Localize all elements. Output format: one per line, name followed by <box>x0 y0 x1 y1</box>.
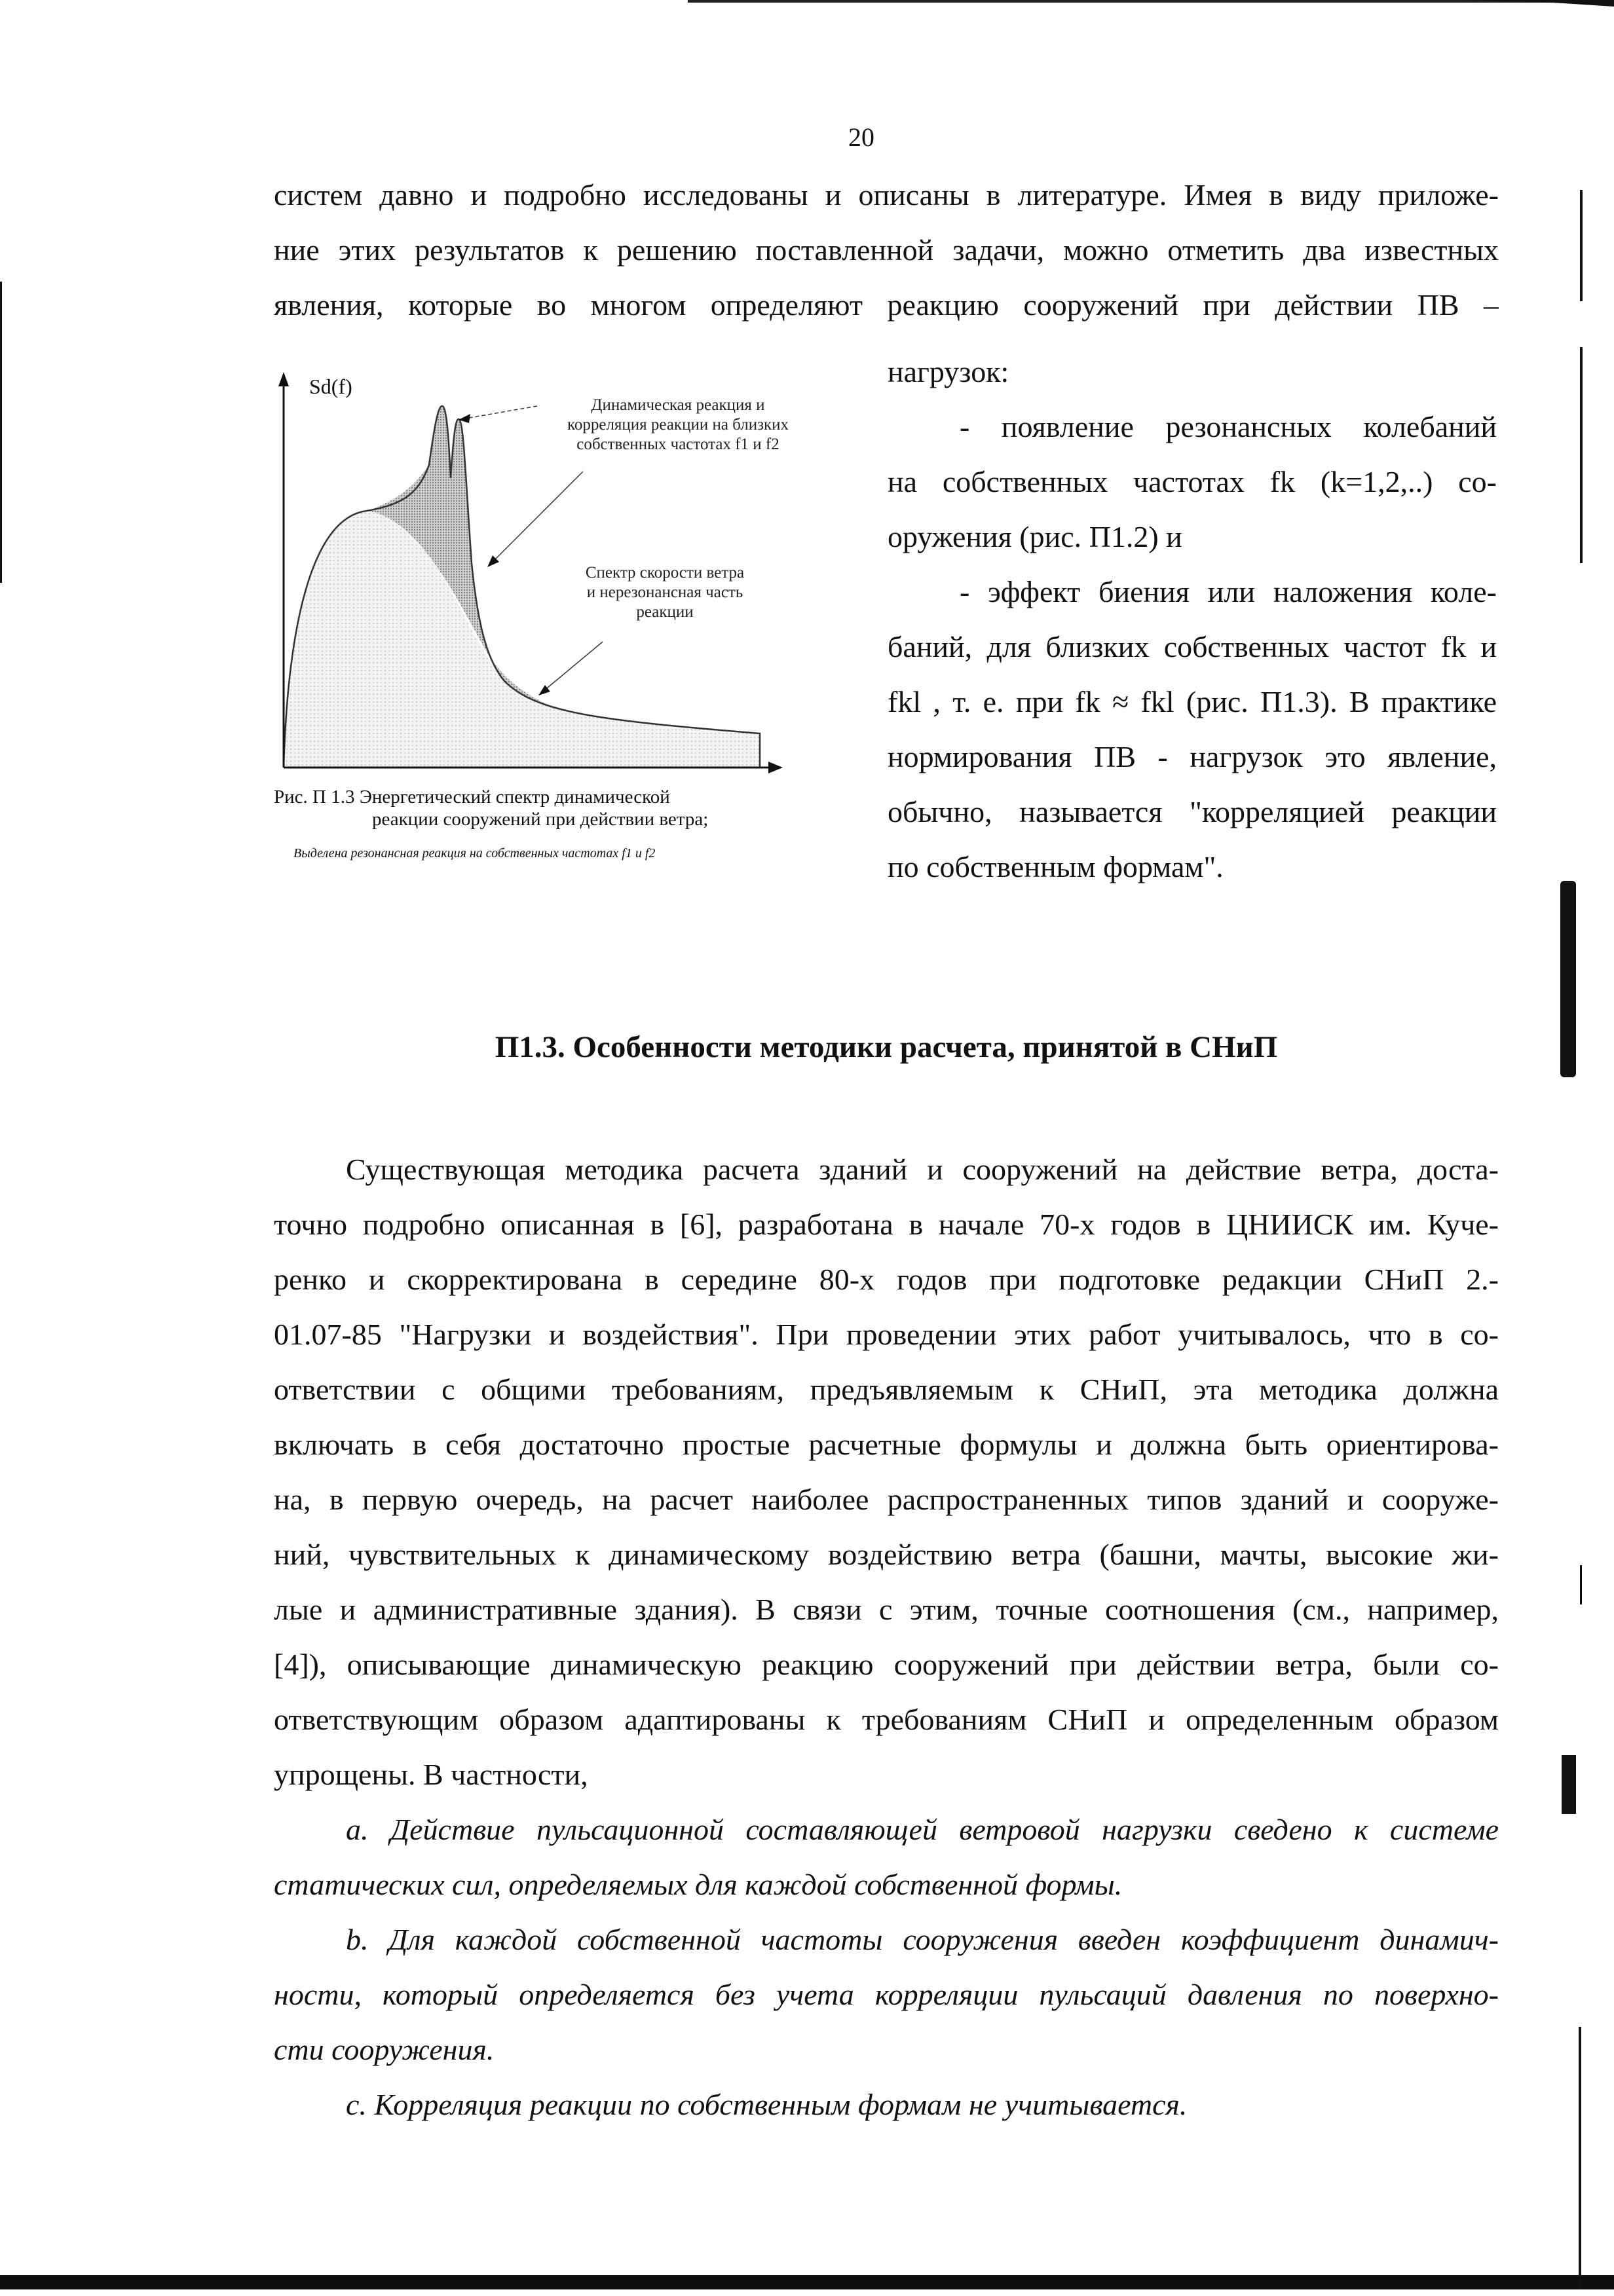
leader-line <box>491 472 583 563</box>
annotation-line: собственных частотах f1 и f2 <box>576 435 779 453</box>
wind-spectrum-area <box>284 511 760 768</box>
list-item-a: a. Действие пульсационной составляющей ветровой нагрузки сведено к системе <box>346 1813 1499 1846</box>
leader-line <box>544 642 603 691</box>
text-line: включать в себя достаточно простые расчетные формулы и должна быть ориентирова- <box>274 1428 1499 1461</box>
intro-paragraph <box>274 168 1499 333</box>
list-item-b-cont: ности, который определяется без учета корреляции пульсаций давления по поверхно- <box>274 1978 1499 2011</box>
text-line: обычно, называется "корреляцией реакции <box>888 795 1497 828</box>
caption-line: Рис. П 1.3 Энергетический спектр динамической <box>274 787 670 807</box>
text-line: ренко и скорректирована в середине 80-х годов при подготовке редакции СНиП 2.- <box>274 1263 1499 1296</box>
list-item-b: b. Для каждой собственной частоты сооружения введен коэффициент динамич- <box>346 1923 1499 1956</box>
x-axis-arrow <box>768 762 783 773</box>
text-line: [4]), описывающие динамическую реакцию сооружений при действии ветра, были со- <box>274 1648 1499 1681</box>
y-axis-arrow <box>278 372 289 386</box>
text-line: Существующая методика расчета зданий и сооружений на действие ветра, доста- <box>346 1153 1499 1186</box>
main-paragraph <box>274 1142 1499 2132</box>
text-line: - эффект биения или наложения коле- <box>960 575 1497 608</box>
text-line: лые и административные здания). В связи с этим, точные соотношения (см., например, <box>274 1593 1499 1626</box>
text-line: на собственных частотах fk (k=1,2,..) со- <box>888 465 1497 498</box>
text-line: упрощены. В частности, <box>274 1758 588 1791</box>
text-line: ответствии с общими требованиям, предъявляемым к СНиП, эта методика должна <box>274 1373 1499 1406</box>
text-line: fkl , т. е. при fk ≈ fkl (рис. П1.3). В практике <box>888 685 1497 718</box>
text-line: ответствующим образом адаптированы к требованиям СНиП и определенным образом <box>274 1703 1499 1736</box>
spectrum-figure <box>262 367 852 825</box>
annotation-line: корреляция реакции на близких <box>567 416 789 434</box>
text-line: ние этих результатов к решению поставленной задачи, можно отметить два известных <box>274 233 1499 267</box>
margin-mark <box>1580 1565 1582 1604</box>
scan-edge-top <box>688 0 1611 3</box>
text-line: явления, которые во многом определяют реакцию сооружений при действии ПВ – <box>274 288 1499 322</box>
margin-mark <box>1562 1755 1576 1814</box>
annotation-wind-spectrum <box>544 563 786 622</box>
annotation-line: и нерезонансная часть <box>586 583 743 601</box>
right-column-text <box>888 344 1497 895</box>
list-item-a-cont: статических сил, определяемых для каждой собственной формы. <box>274 1868 1123 1901</box>
figure-caption-note: Выделена резонансная реакция на собственных частотах f1 и f2 <box>293 846 656 861</box>
annotation-line: Динамическая реакция и <box>591 396 765 414</box>
page-number: 20 <box>848 122 874 152</box>
list-item-b-end: сти сооружения. <box>274 2033 495 2066</box>
text-line: по собственным формам". <box>888 850 1224 883</box>
figure-caption <box>274 786 811 830</box>
text-line: оружения (рис. П1.2) и <box>888 520 1182 553</box>
margin-mark <box>1580 347 1583 563</box>
text-line: ний, чувствительных к динамическому воздействию ветра (башни, мачты, высокие жи- <box>274 1538 1499 1571</box>
y-axis-label: Sd(f) <box>309 375 352 398</box>
annotation-resonant <box>524 396 832 454</box>
margin-mark <box>0 282 2 583</box>
text-line: - появление резонансных колебаний <box>960 410 1497 443</box>
margin-mark <box>1579 2027 1581 2289</box>
annotation-line: Спектр скорости ветра <box>585 564 745 582</box>
text-line: нагрузок: <box>888 355 1009 388</box>
text-line: точно подробно описанная в [6], разработана в начале 70-х годов в ЦНИИСК им. Куче- <box>274 1208 1499 1241</box>
scan-edge-bottom <box>0 2275 1614 2289</box>
text-line: баний, для близких собственных частот fk и <box>888 630 1497 663</box>
text-line: нормирования ПВ - нагрузок это явление, <box>888 740 1497 773</box>
text-line: на, в первую очередь, на расчет наиболее распространенных типов зданий и сооруже- <box>274 1483 1499 1516</box>
section-heading: П1.3. Особенности методики расчета, принятой в СНиП <box>495 1030 1278 1064</box>
text-line: 01.07-85 "Нагрузки и воздействия". При проведении этих работ учитывалось, что в со- <box>274 1318 1499 1351</box>
caption-line: реакции сооружений при действии ветра; <box>372 809 709 830</box>
margin-mark <box>1560 881 1576 1077</box>
list-item-c: c. Корреляция реакции по собственным формам не учитывается. <box>346 2088 1188 2121</box>
text-line: систем давно и подробно исследованы и описаны в литературе. Имея в виду приложе- <box>274 178 1499 212</box>
annotation-line: реакции <box>636 603 694 621</box>
margin-mark <box>1580 190 1583 301</box>
